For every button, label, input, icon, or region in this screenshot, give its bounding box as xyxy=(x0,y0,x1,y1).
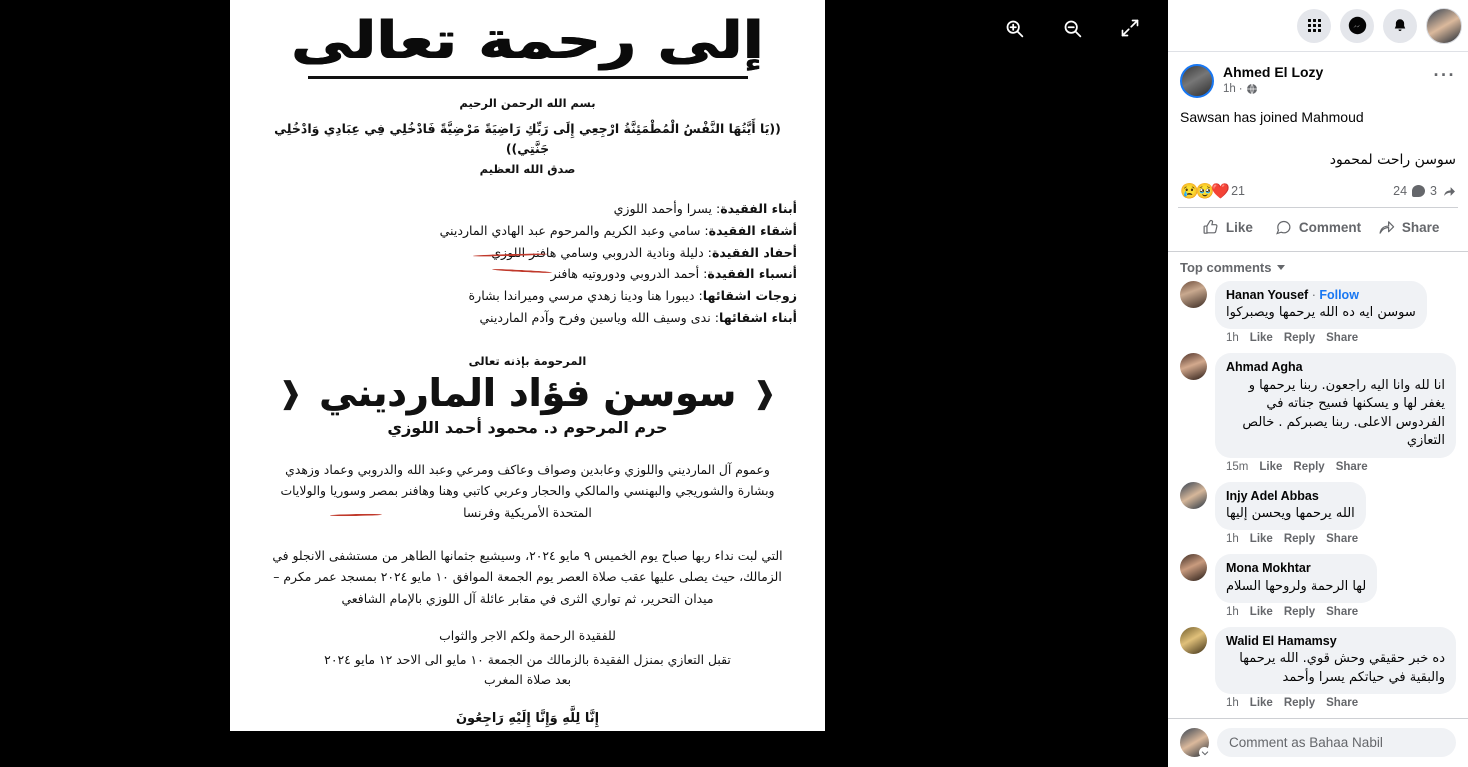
family-value: : أحمد الدروبي ودوروتيه هافنر xyxy=(550,266,708,282)
comment-avatar[interactable] xyxy=(1180,353,1207,380)
comment-reply-link[interactable]: Reply xyxy=(1283,332,1316,345)
post-body xyxy=(1168,98,1468,170)
comment-like-link[interactable]: Like xyxy=(1249,605,1273,618)
deceased-name: سوسن فؤاد المارديني xyxy=(318,371,737,416)
family-line xyxy=(258,285,797,307)
comment-text: ده خبر حقيقي وحش قوي. الله يرحمها والبقية في حياتكم يسرا وأحمد xyxy=(1239,651,1445,685)
funeral-paragraph: التي لبت نداء ربها صباح يوم الخميس ٩ مايو ٢٠٢٤، وسيشيع جثمانها الطاهر من مستشفى الانجلو في الزمالك، حيث يصلى عليها عقب صلاة العصر يوم الجمعة الموافق ١٠ مايو ٢٠٢٤ بمسجد عمر مكرم – ميدان التحرير، ثم تواري الثرى في مقابر عائلة آل اللوزي بالإمام الشافعي xyxy=(272,548,783,606)
comment-share-counts[interactable] xyxy=(1393,184,1456,198)
globe-icon xyxy=(1246,83,1258,95)
family-label: أبناء الفقيدة xyxy=(720,201,797,217)
share-arrow-icon xyxy=(1442,185,1456,198)
family-line xyxy=(258,242,797,264)
share-button-label: Share xyxy=(1401,219,1440,235)
comment-actions xyxy=(1215,694,1456,709)
condolences-line: تقبل التعازي بمنزل الفقيدة بالزمالك من الجمعة ١٠ مايو الى الاحد ١٢ مايو ٢٠٢٤ xyxy=(324,651,731,667)
comment-like-link[interactable]: Like xyxy=(1249,332,1273,345)
post-timestamp-row xyxy=(1223,83,1456,95)
family-line xyxy=(258,263,797,285)
post-container xyxy=(1168,52,1468,718)
comment-text: الله يرحمها ويحسن إليها xyxy=(1226,505,1355,521)
composer-avatar[interactable] xyxy=(1180,728,1209,757)
chevron-down-icon[interactable] xyxy=(1199,747,1210,758)
comment-like-link[interactable]: Like xyxy=(1249,697,1273,710)
account-avatar[interactable] xyxy=(1426,8,1462,44)
comments-section xyxy=(1168,251,1468,718)
comment-reply-link[interactable]: Reply xyxy=(1293,460,1325,473)
obituary-document[interactable] xyxy=(230,0,825,731)
family-label: أبناء اشقائها xyxy=(718,309,797,325)
comment-time: 15m xyxy=(1226,460,1249,473)
comment-avatar[interactable] xyxy=(1180,482,1207,509)
comment-follow-link[interactable]: Follow xyxy=(1319,287,1359,302)
comment-bubble xyxy=(1215,353,1456,457)
post-author-name[interactable]: Ahmed El Lozy xyxy=(1223,64,1324,80)
comment-avatar[interactable] xyxy=(1180,554,1207,581)
cut-off-verse: إِنَّا لِلَّهِ وَإِنَّا إِلَيْهِ رَاجِعُونَ xyxy=(455,711,600,727)
messenger-icon[interactable] xyxy=(1340,9,1374,43)
zoom-out-icon[interactable] xyxy=(1052,8,1092,48)
comment-share-link[interactable]: Share xyxy=(1326,697,1359,710)
menu-grid-icon[interactable] xyxy=(1297,9,1331,43)
post-sidebar xyxy=(1168,0,1468,751)
comment-author-name[interactable]: Walid El Hamamsy xyxy=(1226,633,1337,648)
calligraphy-rule xyxy=(308,76,748,79)
comment-time: 1h xyxy=(1226,533,1239,546)
comment-button-label: Comment xyxy=(1298,219,1362,235)
post-action-bar xyxy=(1178,207,1458,247)
spouse-line: حرم المرحوم د. محمود أحمد اللوزي xyxy=(387,417,668,437)
family-label: أحفاد الفقيدة xyxy=(711,244,797,260)
comment-share-link[interactable]: Share xyxy=(1326,533,1359,546)
like-button-label: Like xyxy=(1225,219,1253,235)
reaction-count: 21 xyxy=(1231,184,1245,199)
comment-author-name[interactable]: Mona Mokhtar xyxy=(1226,561,1311,576)
comment-item xyxy=(1180,627,1456,709)
comment-share-link[interactable]: Share xyxy=(1326,332,1359,345)
like-button[interactable] xyxy=(1182,212,1273,243)
share-count[interactable]: 3 xyxy=(1430,184,1437,199)
comment-author-row xyxy=(1226,359,1445,375)
comment-bubble xyxy=(1215,281,1427,330)
post-author-avatar[interactable] xyxy=(1180,64,1214,98)
reaction-summary-row xyxy=(1168,170,1468,207)
post-text-arabic: سوسن راحت لمحمود xyxy=(1329,151,1456,168)
reactions-group[interactable] xyxy=(1180,184,1245,199)
ornament-left-icon: ❰ xyxy=(752,375,778,411)
comment-button[interactable] xyxy=(1273,212,1364,243)
basmala-line: بسم الله الرحمن الرحيم xyxy=(459,96,596,111)
family-list xyxy=(258,198,797,328)
comment-author-row xyxy=(1226,560,1366,576)
comment-reply-link[interactable]: Reply xyxy=(1283,697,1316,710)
family-value: : سامي وعبد الكريم والمرحوم عبد الهادي المارديني xyxy=(439,222,709,238)
post-text-english: Sawsan has joined Mahmoud xyxy=(1180,109,1364,125)
condolences-time: بعد صلاة المغرب xyxy=(483,672,572,688)
post-more-options-button[interactable]: ··· xyxy=(1433,65,1456,85)
comment-reply-link[interactable]: Reply xyxy=(1283,533,1316,546)
comments-sort-label: Top comments xyxy=(1180,259,1272,275)
chevron-down-icon xyxy=(1277,265,1285,270)
comment-share-link[interactable]: Share xyxy=(1335,460,1368,473)
comment-input[interactable]: Comment as Bahaa Nabil xyxy=(1217,728,1456,757)
comment-bubble xyxy=(1215,482,1366,531)
comment-time: 1h xyxy=(1226,697,1239,710)
facebook-topbar xyxy=(1168,0,1468,52)
comment-bubble xyxy=(1215,554,1377,603)
family-label: أنسباء الفقيدة xyxy=(707,266,797,282)
comment-author-separator: · xyxy=(1311,287,1316,302)
zoom-in-icon[interactable] xyxy=(994,8,1034,48)
comment-author-name[interactable]: Injy Adel Abbas xyxy=(1226,488,1319,503)
relatives-paragraph: وعموم آل المارديني واللوزي وعابدين وصواف وعاكف ومرعي وعبد الله والدروبي وعماد وزهدي وبشارة والشوريجي والبهنسي والمالكي والحجار وعربي كاتبي وهنا وهافنر بمصر وسوريا والولايات المتحدة الأمريكية وفرنسا xyxy=(280,461,775,520)
comments-sort-selector[interactable] xyxy=(1180,260,1456,275)
closing-line: للفقيدة الرحمة ولكم الاجر والثواب xyxy=(439,628,616,644)
comment-actions xyxy=(1215,530,1456,545)
ornament-right-icon: ❰ xyxy=(277,375,303,411)
comment-avatar[interactable] xyxy=(1180,627,1207,654)
comment-text: لها الرحمة ولروحها السلام xyxy=(1226,578,1367,594)
fullscreen-icon[interactable] xyxy=(1110,8,1150,48)
comment-actions xyxy=(1215,458,1456,473)
family-line xyxy=(258,220,797,242)
family-value: : ندى وسيف الله وياسين وفرح وآدم المارديني xyxy=(479,309,719,325)
family-value: : يسرا وأحمد اللوزي xyxy=(613,201,721,217)
family-label: زوجات اشقائها xyxy=(702,287,797,303)
comment-text: انا لله وانا اليه راجعون. ربنا يرحمها و يغفر لها و يسكنها فسيح جناته في الفردوس الاعلى. ربنا يصبركم . خالص التعازي xyxy=(1242,377,1445,449)
comment-author-row xyxy=(1226,633,1445,649)
comment-item xyxy=(1180,281,1456,345)
family-line xyxy=(258,198,797,220)
comment-bubble-icon xyxy=(1412,185,1425,197)
comment-author-row xyxy=(1226,287,1416,303)
reaction-emojis xyxy=(1180,182,1231,200)
comment-like-link[interactable]: Like xyxy=(1249,533,1273,546)
deceased-name-row xyxy=(258,370,797,418)
comment-item xyxy=(1180,554,1456,618)
family-value: : دليلة ونادية الدروبي وسامي هافنر اللوزي xyxy=(491,244,712,260)
comment-time: 1h xyxy=(1226,332,1239,345)
family-value: : ديبورا هنا ودينا زهدي مرسي وميراندا بشارة xyxy=(468,287,703,303)
post-time[interactable]: 1h xyxy=(1223,82,1236,95)
reaction-sad-icon: 😢 xyxy=(1180,182,1199,200)
calligraphy-header: إلى رحمة تعالى xyxy=(291,11,764,71)
comment-count[interactable]: 24 xyxy=(1393,184,1408,199)
reaction-care-icon: 🥹 xyxy=(1195,182,1215,200)
comment-author-name[interactable]: Ahmad Agha xyxy=(1226,360,1303,375)
sadaqa-line: صدق الله العظيم xyxy=(479,162,576,177)
comment-actions xyxy=(1215,329,1456,344)
comment-share-link[interactable]: Share xyxy=(1326,605,1359,618)
family-line xyxy=(258,307,797,329)
quran-ayah: ((يَا أَيَّتُهَا النَّفْسُ الْمُطْمَئِنَّةُ ارْجِعِي إِلَى رَبِّكِ رَاضِيَةً مَرْضِيَّةً فَادْخُلِي فِي عِبَادِي وَادْخُلِي جَنَّتِي)) xyxy=(274,121,781,156)
comment-author-name[interactable]: Hanan Yousef xyxy=(1226,287,1309,302)
reaction-love-icon: ❤️ xyxy=(1211,182,1231,200)
viewer-toolbar xyxy=(994,8,1150,48)
post-header xyxy=(1168,52,1468,98)
comment-bubble xyxy=(1215,627,1456,694)
comment-composer xyxy=(1168,718,1468,767)
notifications-bell-icon[interactable] xyxy=(1383,9,1417,43)
family-label: أشقاء الفقيدة xyxy=(708,222,797,238)
comment-like-link[interactable]: Like xyxy=(1259,460,1283,473)
comment-reply-link[interactable]: Reply xyxy=(1283,605,1316,618)
comment-text: سوسن ايه ده الله يرحمها ويصبركوا xyxy=(1226,305,1416,321)
comment-time: 1h xyxy=(1226,605,1239,618)
comment-avatar[interactable] xyxy=(1180,281,1207,308)
comment-item xyxy=(1180,482,1456,546)
share-button[interactable] xyxy=(1363,212,1454,243)
post-time-separator: · xyxy=(1238,82,1243,95)
comment-item xyxy=(1180,353,1456,472)
comment-actions xyxy=(1215,603,1456,618)
marhouma-label: المرحومة بإذنه تعالى xyxy=(468,354,587,369)
comment-author-row xyxy=(1226,488,1355,504)
